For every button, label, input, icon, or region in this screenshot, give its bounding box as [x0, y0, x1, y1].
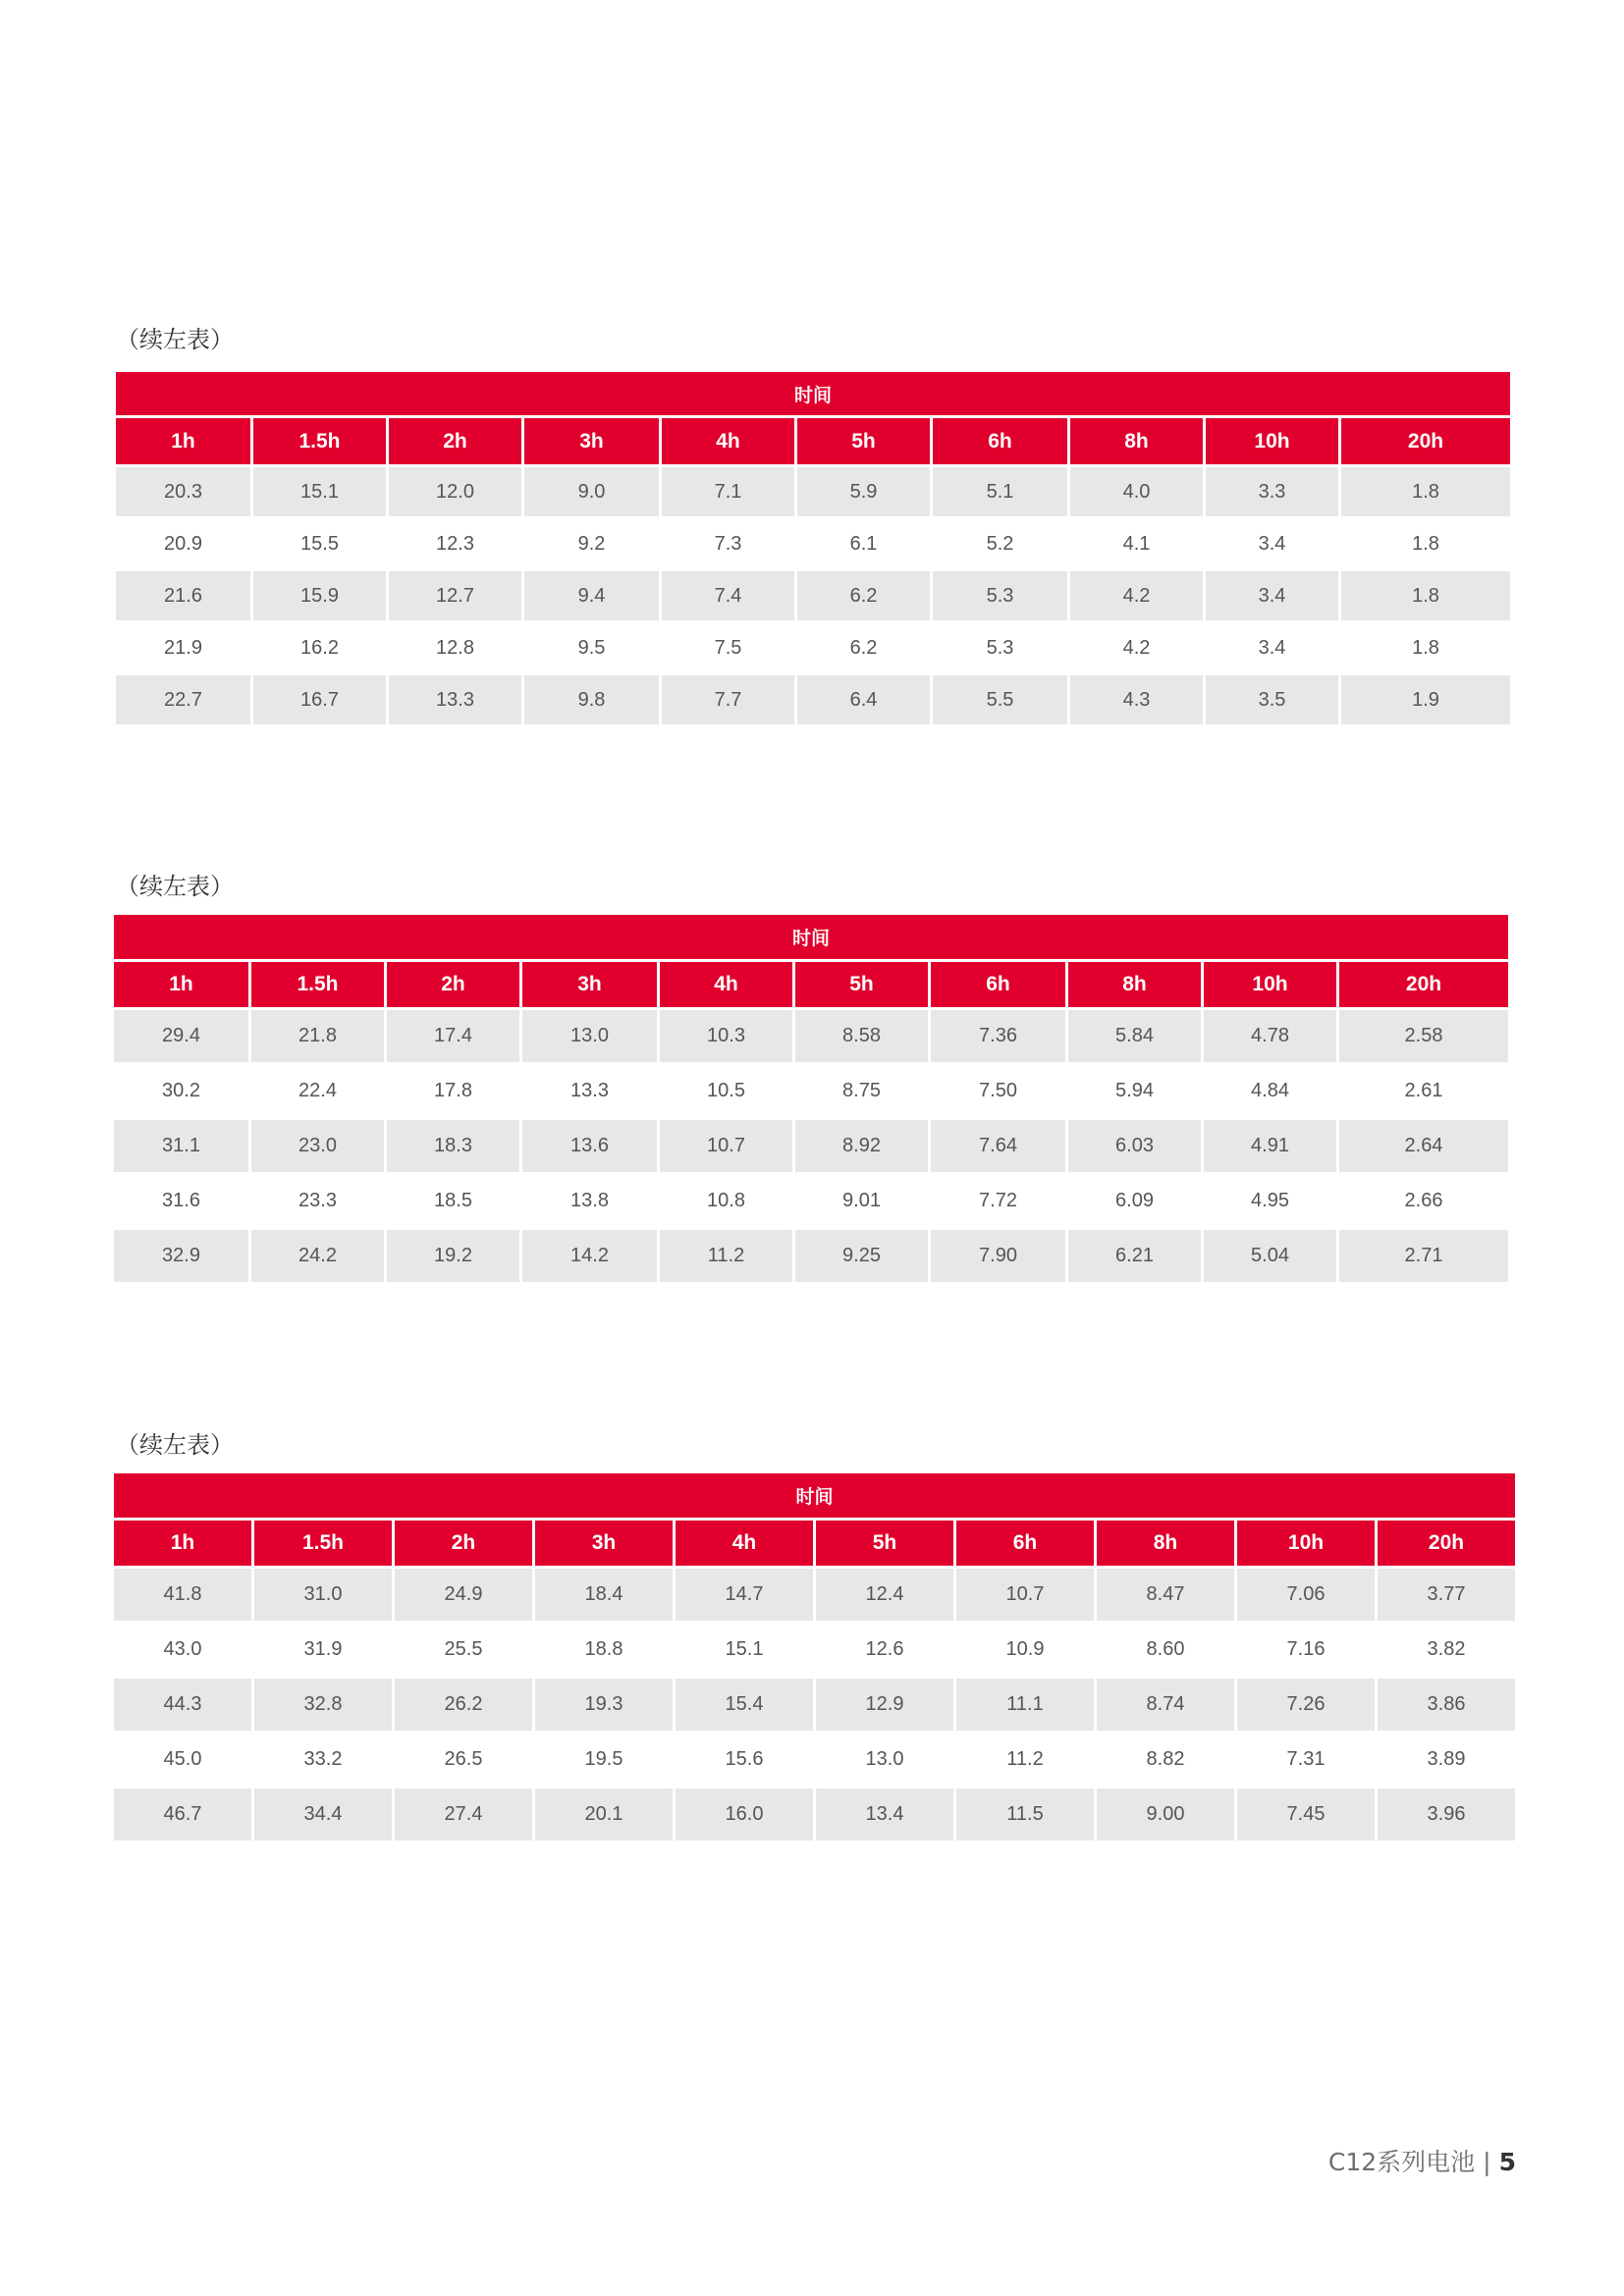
table-row	[114, 1569, 1515, 1621]
table-cell: 12.8	[389, 623, 521, 672]
table-cell: 3.82	[1378, 1624, 1515, 1676]
table-cell: 6.2	[797, 623, 930, 672]
table-cell: 12.3	[389, 519, 521, 568]
table-cell: 20.3	[116, 467, 250, 516]
table-cell: 31.9	[254, 1624, 392, 1676]
table-row	[114, 1175, 1508, 1227]
table-cell: 4.2	[1070, 571, 1203, 620]
column-header: 1h	[114, 1521, 251, 1566]
table-cell: 13.3	[389, 675, 521, 724]
table-row	[114, 1734, 1515, 1786]
table-caption: （续左表）	[116, 873, 234, 900]
table-cell: 46.7	[114, 1789, 251, 1841]
group-header: 时间	[114, 1473, 1515, 1518]
table-cell: 4.91	[1204, 1120, 1336, 1172]
table-row	[116, 623, 1510, 672]
table-caption: （续左表）	[116, 1431, 234, 1459]
table-cell: 2.58	[1339, 1010, 1508, 1062]
table-cell: 13.6	[522, 1120, 657, 1172]
table-cell: 7.3	[662, 519, 794, 568]
table-cell: 9.25	[795, 1230, 928, 1282]
column-header: 10h	[1206, 418, 1338, 464]
table-caption: （续左表）	[116, 326, 234, 353]
table-cell: 3.5	[1206, 675, 1338, 724]
table-cell: 32.8	[254, 1679, 392, 1731]
table-cell: 3.3	[1206, 467, 1338, 516]
table-cell: 16.2	[253, 623, 386, 672]
table-cell: 22.4	[251, 1065, 384, 1117]
column-header: 2h	[395, 1521, 532, 1566]
table-cell: 5.04	[1204, 1230, 1336, 1282]
table-cell: 21.6	[116, 571, 250, 620]
table-cell: 31.1	[114, 1120, 248, 1172]
column-header: 2h	[387, 962, 519, 1007]
table-cell: 4.3	[1070, 675, 1203, 724]
table-cell: 13.8	[522, 1175, 657, 1227]
table-cell: 10.9	[956, 1624, 1094, 1676]
table-cell: 20.1	[535, 1789, 673, 1841]
table-cell: 18.3	[387, 1120, 519, 1172]
table-cell: 27.4	[395, 1789, 532, 1841]
table-cell: 1.8	[1341, 467, 1510, 516]
column-header: 5h	[816, 1521, 953, 1566]
table-cell: 3.4	[1206, 519, 1338, 568]
table-cell: 6.1	[797, 519, 930, 568]
table-cell: 1.9	[1341, 675, 1510, 724]
table-cell: 7.1	[662, 467, 794, 516]
group-header: 时间	[114, 915, 1508, 959]
table-cell: 4.2	[1070, 623, 1203, 672]
column-header: 6h	[956, 1521, 1094, 1566]
group-header: 时间	[116, 372, 1510, 415]
table-row	[114, 1010, 1508, 1062]
table-row	[116, 519, 1510, 568]
column-header: 20h	[1339, 962, 1508, 1007]
table-cell: 43.0	[114, 1624, 251, 1676]
table-cell: 12.0	[389, 467, 521, 516]
table-cell: 2.71	[1339, 1230, 1508, 1282]
table-cell: 12.9	[816, 1679, 953, 1731]
column-header: 4h	[662, 418, 794, 464]
table-cell: 9.01	[795, 1175, 928, 1227]
table-cell: 8.47	[1097, 1569, 1234, 1621]
table-cell: 8.74	[1097, 1679, 1234, 1731]
page-number: 5	[1498, 2148, 1516, 2176]
table-cell: 8.60	[1097, 1624, 1234, 1676]
table-cell: 9.5	[524, 623, 659, 672]
table-cell: 29.4	[114, 1010, 248, 1062]
table-cell: 5.2	[933, 519, 1067, 568]
table-cell: 7.4	[662, 571, 794, 620]
table-cell: 12.6	[816, 1624, 953, 1676]
table-cell: 23.3	[251, 1175, 384, 1227]
discharge-table-1	[113, 369, 1513, 727]
table-cell: 13.0	[816, 1734, 953, 1786]
table-cell: 16.7	[253, 675, 386, 724]
table-cell: 2.64	[1339, 1120, 1508, 1172]
table-cell: 2.61	[1339, 1065, 1508, 1117]
table-cell: 6.2	[797, 571, 930, 620]
table-cell: 5.5	[933, 675, 1067, 724]
table-cell: 5.1	[933, 467, 1067, 516]
column-header: 20h	[1378, 1521, 1515, 1566]
table-cell: 7.64	[931, 1120, 1065, 1172]
table-cell: 21.8	[251, 1010, 384, 1062]
table-cell: 32.9	[114, 1230, 248, 1282]
table-cell: 11.5	[956, 1789, 1094, 1841]
table-cell: 7.50	[931, 1065, 1065, 1117]
table-cell: 3.96	[1378, 1789, 1515, 1841]
table-row	[114, 1065, 1508, 1117]
table-cell: 25.5	[395, 1624, 532, 1676]
table-cell: 3.4	[1206, 623, 1338, 672]
column-header: 8h	[1068, 962, 1201, 1007]
column-header: 8h	[1097, 1521, 1234, 1566]
table-cell: 34.4	[254, 1789, 392, 1841]
column-header: 5h	[797, 418, 930, 464]
table-cell: 26.5	[395, 1734, 532, 1786]
column-header: 20h	[1341, 418, 1510, 464]
table-cell: 12.4	[816, 1569, 953, 1621]
table-cell: 11.2	[660, 1230, 792, 1282]
table-cell: 8.58	[795, 1010, 928, 1062]
table-cell: 6.03	[1068, 1120, 1201, 1172]
column-header: 1h	[114, 962, 248, 1007]
table-cell: 10.5	[660, 1065, 792, 1117]
discharge-table-3	[111, 1470, 1518, 1843]
table-cell: 1.8	[1341, 519, 1510, 568]
table-cell: 19.2	[387, 1230, 519, 1282]
column-header: 6h	[933, 418, 1067, 464]
table-cell: 41.8	[114, 1569, 251, 1621]
table-cell: 4.84	[1204, 1065, 1336, 1117]
table-cell: 33.2	[254, 1734, 392, 1786]
table-cell: 30.2	[114, 1065, 248, 1117]
table-cell: 12.7	[389, 571, 521, 620]
table-cell: 3.77	[1378, 1569, 1515, 1621]
table-cell: 19.3	[535, 1679, 673, 1731]
table-cell: 6.4	[797, 675, 930, 724]
table-row	[116, 571, 1510, 620]
table-cell: 15.4	[676, 1679, 813, 1731]
table-cell: 7.31	[1237, 1734, 1375, 1786]
page-footer	[1328, 2143, 1516, 2178]
table-cell: 17.8	[387, 1065, 519, 1117]
table-cell: 26.2	[395, 1679, 532, 1731]
table-cell: 19.5	[535, 1734, 673, 1786]
table-cell: 9.8	[524, 675, 659, 724]
table-cell: 18.5	[387, 1175, 519, 1227]
series-name: C12系列电池	[1327, 2148, 1476, 2176]
table-cell: 18.8	[535, 1624, 673, 1676]
table-cell: 13.4	[816, 1789, 953, 1841]
table-cell: 17.4	[387, 1010, 519, 1062]
table-cell: 24.9	[395, 1569, 532, 1621]
table-cell: 9.00	[1097, 1789, 1234, 1841]
table-cell: 7.45	[1237, 1789, 1375, 1841]
column-header: 4h	[676, 1521, 813, 1566]
table-cell: 14.7	[676, 1569, 813, 1621]
table-row	[114, 1789, 1515, 1841]
column-header: 4h	[660, 962, 792, 1007]
column-header: 1.5h	[253, 418, 386, 464]
table-row	[116, 467, 1510, 516]
table-cell: 15.1	[676, 1624, 813, 1676]
table-cell: 5.3	[933, 623, 1067, 672]
column-header: 3h	[522, 962, 657, 1007]
table-cell: 15.5	[253, 519, 386, 568]
table-cell: 11.2	[956, 1734, 1094, 1786]
footer-separator: |	[1483, 2148, 1491, 2176]
table-cell: 7.16	[1237, 1624, 1375, 1676]
table-cell: 1.8	[1341, 571, 1510, 620]
table-cell: 3.86	[1378, 1679, 1515, 1731]
table-cell: 45.0	[114, 1734, 251, 1786]
column-header: 6h	[931, 962, 1065, 1007]
column-header: 1.5h	[251, 962, 384, 1007]
table-cell: 4.95	[1204, 1175, 1336, 1227]
table-cell: 7.26	[1237, 1679, 1375, 1731]
column-header: 3h	[524, 418, 659, 464]
table-cell: 21.9	[116, 623, 250, 672]
table-cell: 24.2	[251, 1230, 384, 1282]
table-cell: 13.0	[522, 1010, 657, 1062]
table-cell: 31.0	[254, 1569, 392, 1621]
table-row	[116, 675, 1510, 724]
table-cell: 8.92	[795, 1120, 928, 1172]
table-cell: 10.3	[660, 1010, 792, 1062]
table-cell: 18.4	[535, 1569, 673, 1621]
table-cell: 4.0	[1070, 467, 1203, 516]
table-cell: 7.5	[662, 623, 794, 672]
table-cell: 20.9	[116, 519, 250, 568]
table-row	[114, 1679, 1515, 1731]
table-cell: 3.4	[1206, 571, 1338, 620]
table-cell: 5.9	[797, 467, 930, 516]
table-cell: 7.36	[931, 1010, 1065, 1062]
table-cell: 7.72	[931, 1175, 1065, 1227]
column-header: 10h	[1237, 1521, 1375, 1566]
column-header: 3h	[535, 1521, 673, 1566]
table-cell: 9.4	[524, 571, 659, 620]
table-cell: 23.0	[251, 1120, 384, 1172]
table-cell: 4.1	[1070, 519, 1203, 568]
table-cell: 44.3	[114, 1679, 251, 1731]
discharge-table-2	[111, 912, 1511, 1285]
table-cell: 3.89	[1378, 1734, 1515, 1786]
column-header: 1h	[116, 418, 250, 464]
table-cell: 15.9	[253, 571, 386, 620]
table-cell: 9.2	[524, 519, 659, 568]
table-cell: 16.0	[676, 1789, 813, 1841]
table-cell: 9.0	[524, 467, 659, 516]
table-row	[114, 1120, 1508, 1172]
column-header: 8h	[1070, 418, 1203, 464]
table-cell: 4.78	[1204, 1010, 1336, 1062]
table-cell: 2.66	[1339, 1175, 1508, 1227]
table-cell: 10.7	[956, 1569, 1094, 1621]
table-cell: 31.6	[114, 1175, 248, 1227]
column-header: 10h	[1204, 962, 1336, 1007]
table-cell: 5.3	[933, 571, 1067, 620]
table-cell: 7.90	[931, 1230, 1065, 1282]
table-cell: 15.1	[253, 467, 386, 516]
table-row	[114, 1230, 1508, 1282]
table-cell: 11.1	[956, 1679, 1094, 1731]
table-cell: 10.7	[660, 1120, 792, 1172]
table-cell: 14.2	[522, 1230, 657, 1282]
column-header: 5h	[795, 962, 928, 1007]
table-cell: 7.7	[662, 675, 794, 724]
table-cell: 8.82	[1097, 1734, 1234, 1786]
table-cell: 7.06	[1237, 1569, 1375, 1621]
table-cell: 6.21	[1068, 1230, 1201, 1282]
table-cell: 6.09	[1068, 1175, 1201, 1227]
table-row	[114, 1624, 1515, 1676]
column-header: 1.5h	[254, 1521, 392, 1566]
table-cell: 22.7	[116, 675, 250, 724]
table-cell: 1.8	[1341, 623, 1510, 672]
table-cell: 5.94	[1068, 1065, 1201, 1117]
table-cell: 13.3	[522, 1065, 657, 1117]
table-cell: 8.75	[795, 1065, 928, 1117]
column-header: 2h	[389, 418, 521, 464]
table-cell: 10.8	[660, 1175, 792, 1227]
table-cell: 5.84	[1068, 1010, 1201, 1062]
table-cell: 15.6	[676, 1734, 813, 1786]
